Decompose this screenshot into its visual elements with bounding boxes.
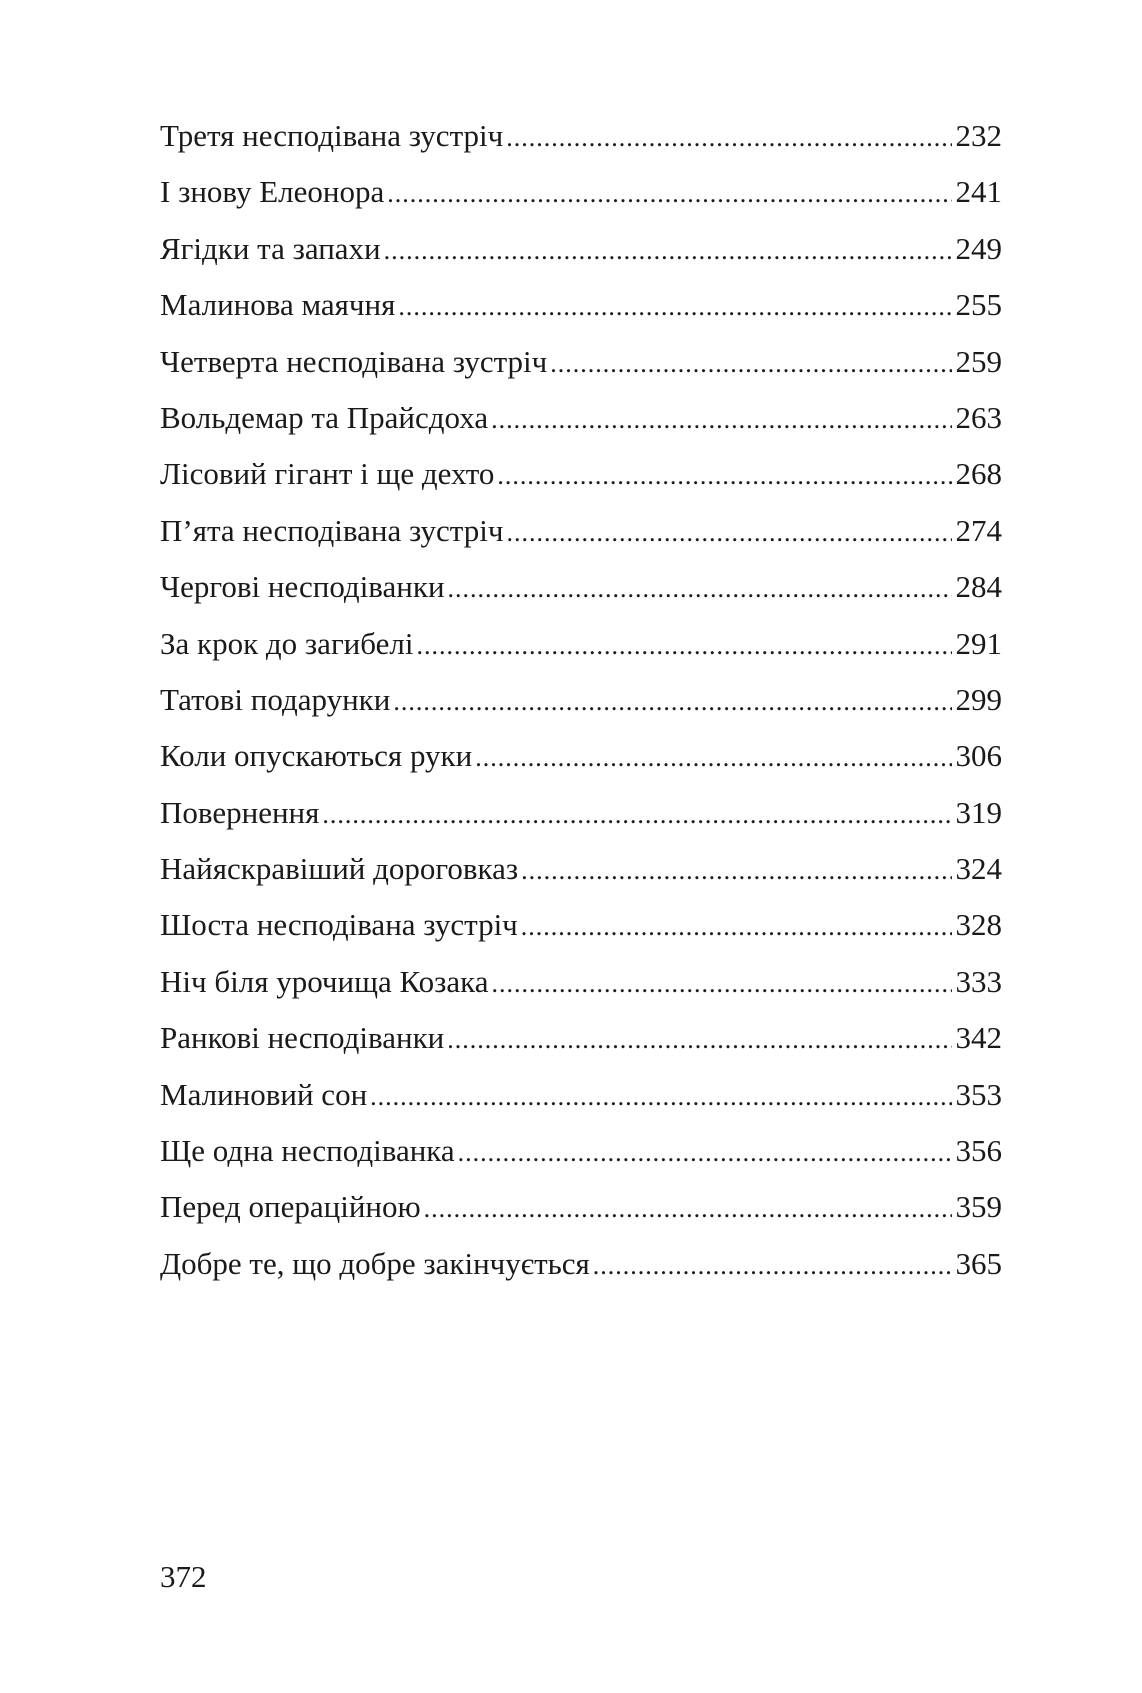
toc-entry [160, 108, 1002, 164]
toc-dot-leader [384, 223, 952, 279]
toc-entry-title: Ягідки та запахи [160, 230, 381, 266]
toc-dot-leader [393, 674, 951, 730]
toc-entry-page: 241 [955, 174, 1002, 210]
toc-dot-leader [506, 110, 951, 166]
toc-entry-title: І знову Елеонора [160, 174, 385, 210]
toc-entry-title: Ніч біля урочища Козака [160, 963, 489, 999]
toc-entry-page: 342 [955, 1020, 1002, 1056]
toc-entry [160, 446, 1002, 502]
toc-dot-leader [497, 448, 951, 504]
toc-dot-leader [521, 899, 952, 955]
toc-entry [160, 954, 1002, 1010]
toc-entry-title: Четверта несподівана зустріч [160, 343, 548, 379]
toc-entry [160, 559, 1002, 615]
toc-dot-leader [506, 505, 951, 561]
toc-entry-title: Ранкові несподіванки [160, 1020, 445, 1056]
toc-entry [160, 164, 1002, 220]
toc-entry-page: 284 [955, 569, 1002, 605]
toc-entry-title: Найяскравіший дороговказ [160, 851, 519, 887]
toc-entry-page: 359 [955, 1189, 1002, 1225]
toc-dot-leader [593, 1238, 952, 1294]
toc-dot-leader [416, 618, 951, 674]
toc-entry-title: Лісовий гігант і ще дехто [160, 456, 495, 492]
toc-entry-title: Ще одна несподіванка [160, 1133, 455, 1169]
toc-dot-leader [387, 166, 951, 222]
toc-entry-title: П’ята несподівана зустріч [160, 512, 504, 548]
toc-entry [160, 1010, 1002, 1066]
toc-entry-page: 249 [955, 230, 1002, 266]
toc-dot-leader [398, 279, 951, 335]
toc-entry-page: 268 [955, 456, 1002, 492]
toc-entry-page: 259 [955, 343, 1002, 379]
toc-entry [160, 785, 1002, 841]
toc-entry [160, 1123, 1002, 1179]
toc-dot-leader [491, 956, 951, 1012]
toc-entry-page: 319 [955, 794, 1002, 830]
toc-dot-leader [475, 730, 951, 786]
toc-entry [160, 728, 1002, 784]
toc-entry-page: 291 [955, 625, 1002, 661]
toc-entry-title: Чергові несподіванки [160, 569, 445, 605]
toc-entry-title: Добре те, що добре закінчується [160, 1245, 590, 1281]
toc-entry-page: 263 [955, 399, 1002, 435]
toc-dot-leader [370, 1069, 951, 1125]
toc-entry-title: Татові подарунки [160, 681, 391, 717]
toc-entry-page: 255 [955, 287, 1002, 323]
toc-entry [160, 277, 1002, 333]
table-of-contents [160, 108, 1002, 1292]
toc-entry-page: 353 [955, 1076, 1002, 1112]
toc-entry [160, 390, 1002, 446]
toc-dot-leader [491, 392, 951, 448]
toc-entry [160, 221, 1002, 277]
toc-entry [160, 1236, 1002, 1292]
toc-entry [160, 841, 1002, 897]
toc-entry-page: 356 [955, 1133, 1002, 1169]
toc-entry-page: 324 [955, 851, 1002, 887]
toc-dot-leader [424, 1181, 952, 1237]
toc-entry-title: Третя несподівана зустріч [160, 118, 504, 153]
toc-entry [160, 334, 1002, 390]
toc-entry-title: Шоста несподівана зустріч [160, 907, 518, 943]
toc-entry-page: 333 [955, 963, 1002, 999]
toc-entry [160, 616, 1002, 672]
toc-dot-leader [550, 336, 951, 392]
toc-entry-title: Малинова маячня [160, 287, 396, 323]
toc-entry-page: 299 [955, 681, 1002, 717]
toc-entry [160, 672, 1002, 728]
toc-entry-page: 306 [955, 738, 1002, 774]
toc-entry-title: Перед операційною [160, 1189, 421, 1225]
toc-entry-title: Вольдемар та Прайсдоха [160, 399, 489, 435]
toc-dot-leader [448, 561, 952, 617]
toc-dot-leader [447, 1012, 951, 1068]
toc-entry [160, 1067, 1002, 1123]
toc-entry [160, 897, 1002, 953]
toc-entry-page: 365 [955, 1245, 1002, 1281]
toc-entry-page: 328 [955, 907, 1002, 943]
toc-entry-title: Коли опускаються руки [160, 738, 473, 774]
toc-entry-title: Малиновий сон [160, 1076, 368, 1112]
toc-entry [160, 503, 1002, 559]
toc-dot-leader [322, 787, 951, 843]
toc-entry-page: 232 [955, 118, 1002, 153]
toc-dot-leader [458, 1125, 952, 1181]
page-number: 372 [160, 1559, 207, 1594]
toc-entry-title: За крок до загибелі [160, 625, 414, 661]
toc-entry-title: Повернення [160, 794, 320, 830]
toc-entry [160, 1179, 1002, 1235]
toc-dot-leader [521, 843, 951, 899]
toc-entry-page: 274 [955, 512, 1002, 548]
